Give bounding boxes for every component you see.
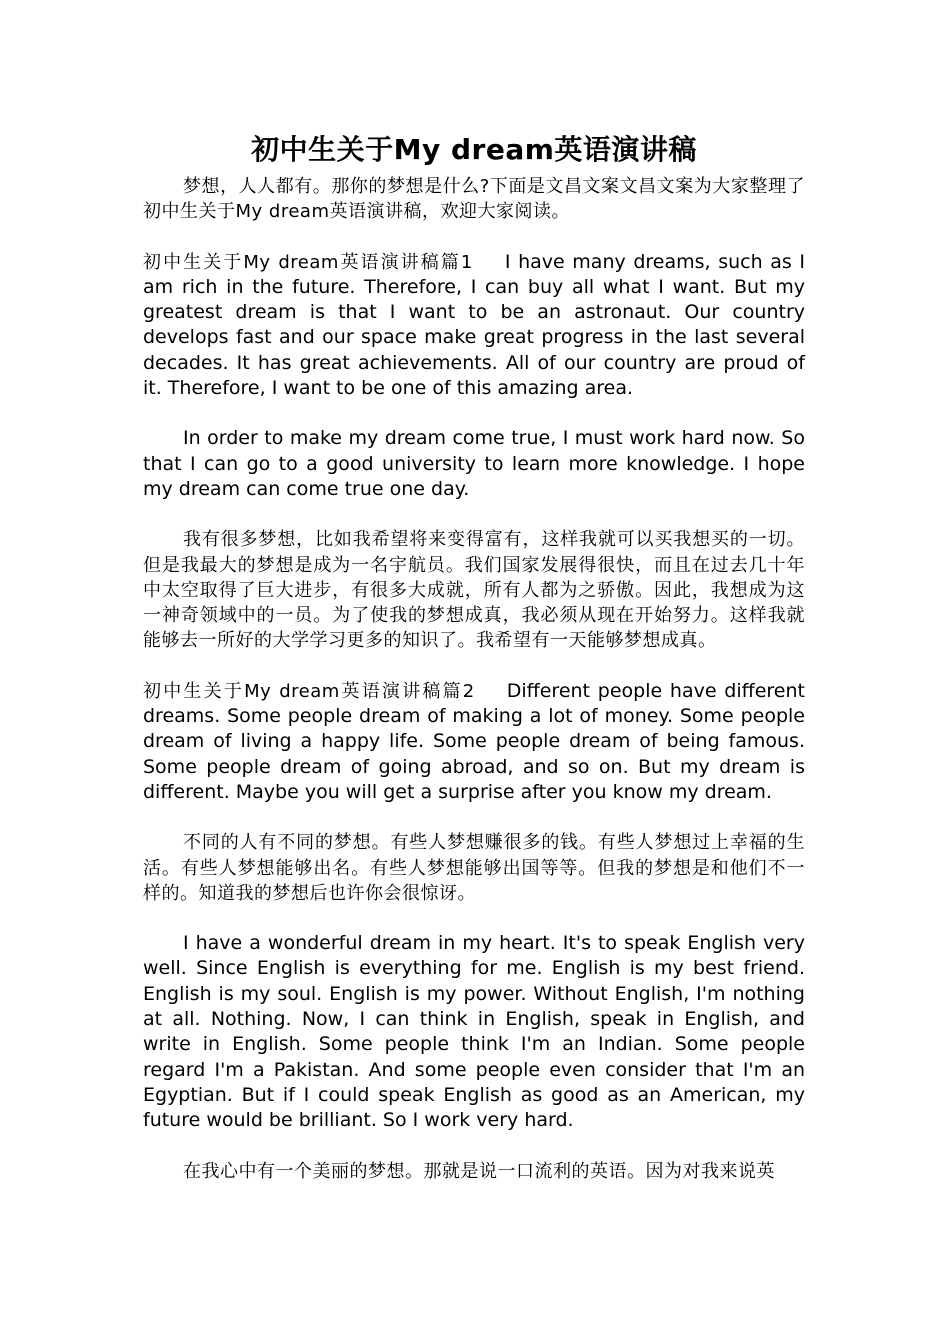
document-page	[143, 126, 805, 1184]
section2-paragraph-3: I have a wonderful dream in my heart. It's to speak English very well. Since English is everything for me. English is my best friend. English is my soul. English is my power. Without English, I'm nothing at all. Nothing. Now, I can think in English, speak in English, and write in English. Some people think I'm an Indian. Some people regard I'm a Pakistan. And some people even consider that I'm an Egyptian. But if I could speak English as good as an American, my future would be brilliant. So I work very hard.	[143, 932, 805, 1132]
spacer	[143, 906, 805, 931]
spacer	[143, 654, 805, 679]
section1-text-1: I have many dreams, such as I am rich in the future. Therefore, I can buy all what I want. But my greatest dream is that I want to be an astronaut. Our country develops fast and our space make great progress in the last several decades. It has great achievements. All of our country are proud of it. Therefore, I want to be one of this amazing area.	[143, 250, 805, 400]
section1-paragraph-2: In order to make my dream come true, I must work hard now. So that I can go to a good university to learn more knowledge. I hope my dream can come true one day.	[143, 427, 805, 500]
intro-paragraph: 梦想，人人都有。那你的梦想是什么?下面是文昌文案文昌文案为大家整理了初中生关于My dream英语演讲稿，欢迎大家阅读。	[143, 176, 805, 223]
section1-paragraph-3-chinese: 我有很多梦想，比如我希望将来变得富有，这样我就可以买我想买的一切。但是我最大的梦想是成为一名宇航员。我们国家发展得很快，而且在过去几十年中太空取得了巨大进步，有很多大成就，所有人都为之骄傲。因此，我想成为这一神奇领域中的一员。为了使我的梦想成真，我必须从现在开始努力。这样我就能够去一所好的大学学习更多的知识了。我希望有一天能够梦想成真。	[143, 529, 805, 652]
section2-paragraph-1	[143, 679, 805, 805]
section2-heading: 初中生关于My dream英语演讲稿篇2	[143, 680, 475, 702]
spacer	[143, 502, 805, 527]
section1-paragraph-1	[143, 250, 805, 402]
spacer	[143, 225, 805, 250]
spacer	[143, 805, 805, 830]
spacer	[143, 401, 805, 426]
section2-text-1: Different people have different dreams. Some people dream of making a lot of money. Some people dream of living a happy life. Some people dream of being famous. Some people dream of going abroad, and so on. But my dream is different. Maybe you will get a surprise after you know my dream.	[143, 679, 805, 803]
section2-paragraph-4-chinese: 在我心中有一个美丽的梦想。那就是说一口流利的英语。因为对我来说英	[183, 1160, 775, 1182]
spacer	[143, 1134, 805, 1159]
section2-paragraph-2-chinese: 不同的人有不同的梦想。有些人梦想赚很多的钱。有些人梦想过上幸福的生活。有些人梦想能够出名。有些人梦想能够出国等等。但我的梦想是和他们不一样的。知道我的梦想后也许你会很惊讶。	[143, 832, 805, 904]
section1-heading: 初中生关于My dream英语演讲稿篇1	[143, 251, 473, 273]
document-title: 初中生关于My dream英语演讲稿	[251, 133, 697, 166]
